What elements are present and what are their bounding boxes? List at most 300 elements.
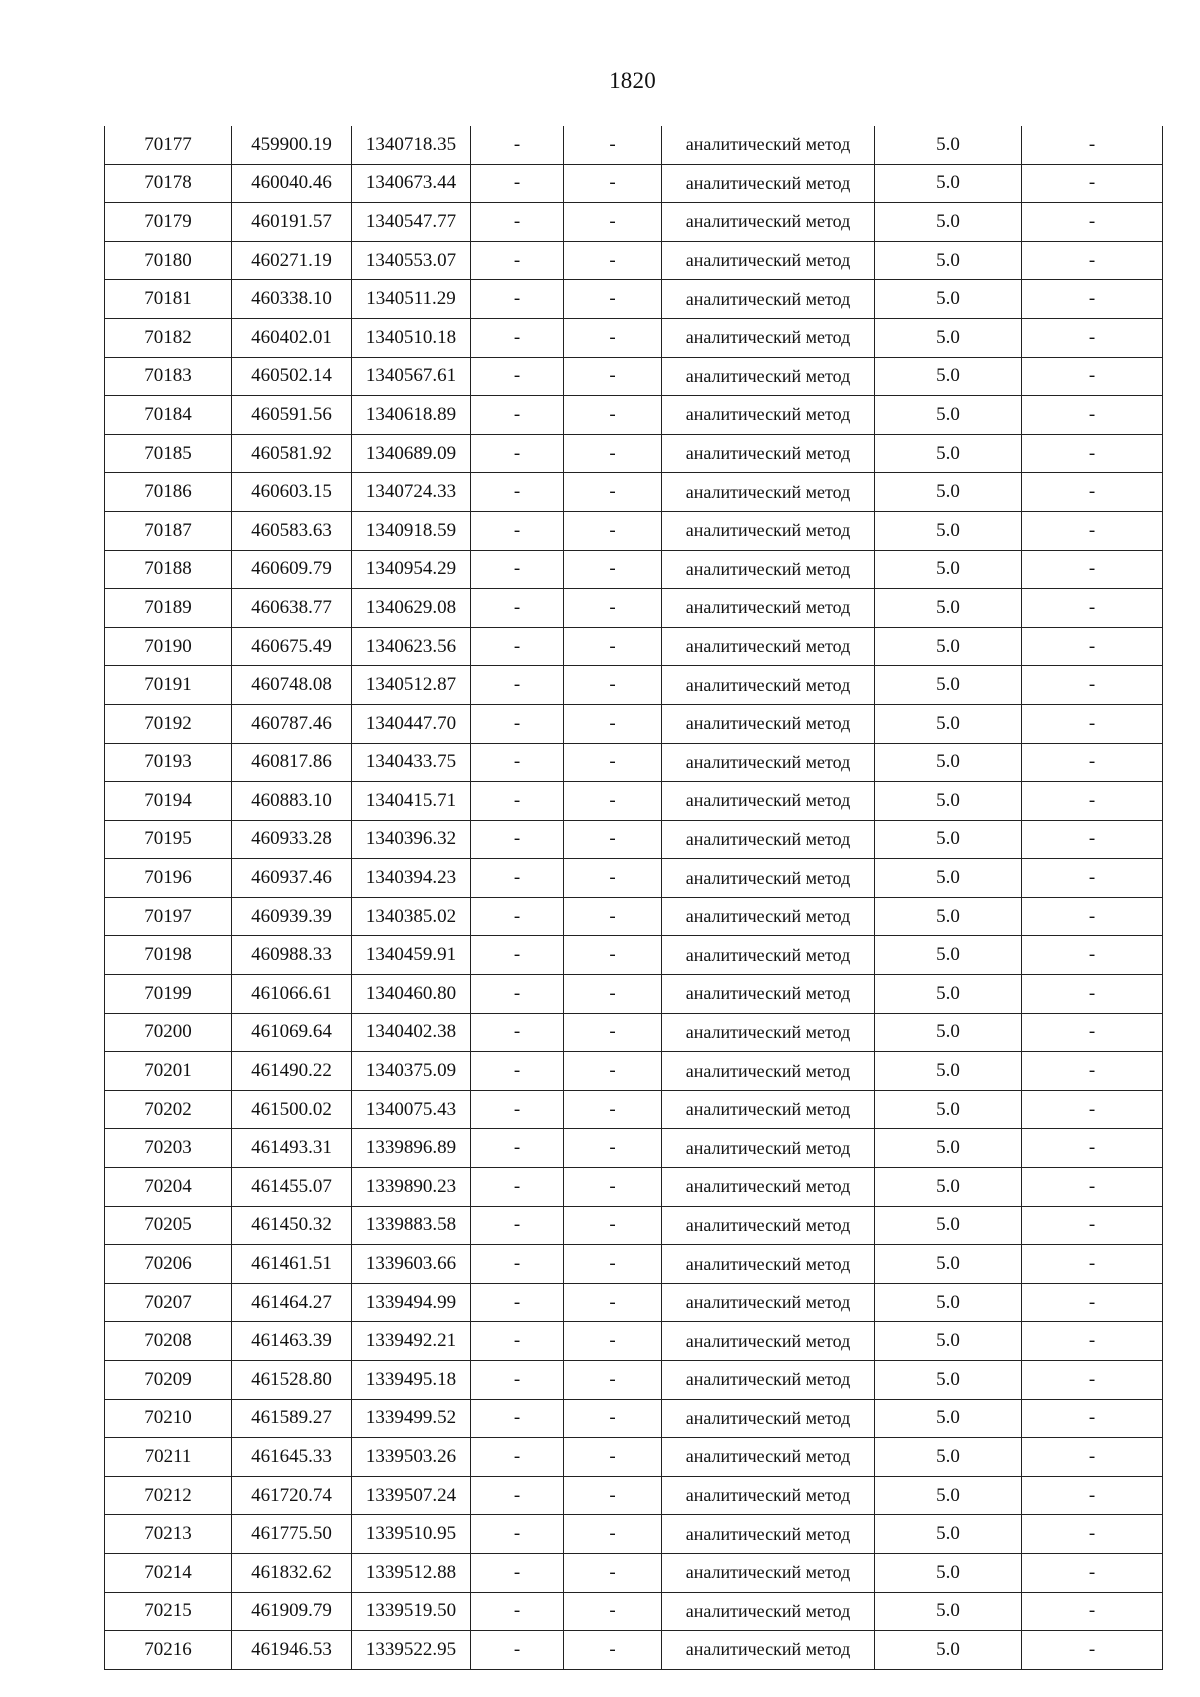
method-cell: аналитический метод xyxy=(662,1438,875,1477)
method-cell: аналитический метод xyxy=(662,820,875,859)
empty-column-8-cell: - xyxy=(1022,357,1163,396)
empty-column-4-cell: - xyxy=(471,318,564,357)
empty-column-5-cell: - xyxy=(564,936,662,975)
empty-column-5-cell: - xyxy=(564,1283,662,1322)
empty-column-5-cell: - xyxy=(564,1090,662,1129)
empty-column-8-cell: - xyxy=(1022,1631,1163,1670)
empty-column-8-cell: - xyxy=(1022,164,1163,203)
accuracy-cell: 5.0 xyxy=(875,1592,1022,1631)
point-number-cell: 70206 xyxy=(105,1245,232,1284)
empty-column-4-cell: - xyxy=(471,550,564,589)
accuracy-cell: 5.0 xyxy=(875,280,1022,319)
y-coordinate-cell: 1340375.09 xyxy=(352,1052,471,1091)
accuracy-cell: 5.0 xyxy=(875,357,1022,396)
empty-column-4-cell: - xyxy=(471,589,564,628)
y-coordinate-cell: 1340511.29 xyxy=(352,280,471,319)
x-coordinate-cell: 461455.07 xyxy=(232,1168,352,1207)
x-coordinate-cell: 461946.53 xyxy=(232,1631,352,1670)
y-coordinate-cell: 1340673.44 xyxy=(352,164,471,203)
empty-column-4-cell: - xyxy=(471,1631,564,1670)
empty-column-4-cell: - xyxy=(471,1476,564,1515)
x-coordinate-cell: 460271.19 xyxy=(232,241,352,280)
y-coordinate-cell: 1339896.89 xyxy=(352,1129,471,1168)
accuracy-cell: 5.0 xyxy=(875,126,1022,164)
empty-column-4-cell: - xyxy=(471,1129,564,1168)
empty-column-8-cell: - xyxy=(1022,859,1163,898)
x-coordinate-cell: 460583.63 xyxy=(232,511,352,550)
empty-column-8-cell: - xyxy=(1022,627,1163,666)
empty-column-4-cell: - xyxy=(471,859,564,898)
table-row xyxy=(105,126,1163,164)
point-number-cell: 70192 xyxy=(105,704,232,743)
method-cell: аналитический метод xyxy=(662,1090,875,1129)
table-row xyxy=(105,1283,1163,1322)
method-cell: аналитический метод xyxy=(662,1515,875,1554)
table-row xyxy=(105,434,1163,473)
table-row xyxy=(105,1399,1163,1438)
y-coordinate-cell: 1339510.95 xyxy=(352,1515,471,1554)
accuracy-cell: 5.0 xyxy=(875,1283,1022,1322)
point-number-cell: 70193 xyxy=(105,743,232,782)
table-row xyxy=(105,1361,1163,1400)
table-row xyxy=(105,859,1163,898)
method-cell: аналитический метод xyxy=(662,704,875,743)
accuracy-cell: 5.0 xyxy=(875,1013,1022,1052)
x-coordinate-cell: 461490.22 xyxy=(232,1052,352,1091)
x-coordinate-cell: 460638.77 xyxy=(232,589,352,628)
empty-column-8-cell: - xyxy=(1022,396,1163,435)
table-row xyxy=(105,936,1163,975)
table-row xyxy=(105,1090,1163,1129)
y-coordinate-cell: 1339512.88 xyxy=(352,1553,471,1592)
empty-column-5-cell: - xyxy=(564,241,662,280)
method-cell: аналитический метод xyxy=(662,1592,875,1631)
method-cell: аналитический метод xyxy=(662,1206,875,1245)
empty-column-8-cell: - xyxy=(1022,1283,1163,1322)
y-coordinate-cell: 1340510.18 xyxy=(352,318,471,357)
method-cell: аналитический метод xyxy=(662,550,875,589)
empty-column-5-cell: - xyxy=(564,511,662,550)
empty-column-5-cell: - xyxy=(564,1245,662,1284)
y-coordinate-cell: 1340629.08 xyxy=(352,589,471,628)
y-coordinate-cell: 1339499.52 xyxy=(352,1399,471,1438)
empty-column-8-cell: - xyxy=(1022,704,1163,743)
point-number-cell: 70200 xyxy=(105,1013,232,1052)
accuracy-cell: 5.0 xyxy=(875,1631,1022,1670)
point-number-cell: 70188 xyxy=(105,550,232,589)
x-coordinate-cell: 461528.80 xyxy=(232,1361,352,1400)
y-coordinate-cell: 1340415.71 xyxy=(352,782,471,821)
accuracy-cell: 5.0 xyxy=(875,1476,1022,1515)
method-cell: аналитический метод xyxy=(662,1399,875,1438)
accuracy-cell: 5.0 xyxy=(875,1168,1022,1207)
x-coordinate-cell: 460787.46 xyxy=(232,704,352,743)
accuracy-cell: 5.0 xyxy=(875,627,1022,666)
method-cell: аналитический метод xyxy=(662,280,875,319)
empty-column-8-cell: - xyxy=(1022,1553,1163,1592)
point-number-cell: 70195 xyxy=(105,820,232,859)
x-coordinate-cell: 461066.61 xyxy=(232,975,352,1014)
accuracy-cell: 5.0 xyxy=(875,1515,1022,1554)
method-cell: аналитический метод xyxy=(662,126,875,164)
empty-column-4-cell: - xyxy=(471,473,564,512)
empty-column-8-cell: - xyxy=(1022,473,1163,512)
x-coordinate-cell: 460883.10 xyxy=(232,782,352,821)
table-row xyxy=(105,1052,1163,1091)
point-number-cell: 70185 xyxy=(105,434,232,473)
empty-column-5-cell: - xyxy=(564,473,662,512)
accuracy-cell: 5.0 xyxy=(875,1438,1022,1477)
empty-column-8-cell: - xyxy=(1022,1361,1163,1400)
accuracy-cell: 5.0 xyxy=(875,1206,1022,1245)
empty-column-4-cell: - xyxy=(471,820,564,859)
y-coordinate-cell: 1340689.09 xyxy=(352,434,471,473)
accuracy-cell: 5.0 xyxy=(875,164,1022,203)
table-row xyxy=(105,1631,1163,1670)
empty-column-8-cell: - xyxy=(1022,1399,1163,1438)
method-cell: аналитический метод xyxy=(662,434,875,473)
empty-column-5-cell: - xyxy=(564,1399,662,1438)
empty-column-5-cell: - xyxy=(564,1438,662,1477)
empty-column-5-cell: - xyxy=(564,396,662,435)
y-coordinate-cell: 1339492.21 xyxy=(352,1322,471,1361)
accuracy-cell: 5.0 xyxy=(875,473,1022,512)
empty-column-4-cell: - xyxy=(471,1399,564,1438)
empty-column-8-cell: - xyxy=(1022,241,1163,280)
accuracy-cell: 5.0 xyxy=(875,1129,1022,1168)
empty-column-5-cell: - xyxy=(564,1592,662,1631)
empty-column-5-cell: - xyxy=(564,859,662,898)
x-coordinate-cell: 461463.39 xyxy=(232,1322,352,1361)
empty-column-4-cell: - xyxy=(471,1245,564,1284)
empty-column-4-cell: - xyxy=(471,1206,564,1245)
empty-column-8-cell: - xyxy=(1022,1245,1163,1284)
point-number-cell: 70211 xyxy=(105,1438,232,1477)
empty-column-8-cell: - xyxy=(1022,1013,1163,1052)
method-cell: аналитический метод xyxy=(662,1631,875,1670)
table-row xyxy=(105,1476,1163,1515)
accuracy-cell: 5.0 xyxy=(875,396,1022,435)
accuracy-cell: 5.0 xyxy=(875,666,1022,705)
empty-column-4-cell: - xyxy=(471,357,564,396)
empty-column-5-cell: - xyxy=(564,975,662,1014)
y-coordinate-cell: 1339883.58 xyxy=(352,1206,471,1245)
method-cell: аналитический метод xyxy=(662,241,875,280)
method-cell: аналитический метод xyxy=(662,589,875,628)
table-row xyxy=(105,1245,1163,1284)
x-coordinate-cell: 461461.51 xyxy=(232,1245,352,1284)
empty-column-8-cell: - xyxy=(1022,1206,1163,1245)
table-row xyxy=(105,1553,1163,1592)
point-number-cell: 70191 xyxy=(105,666,232,705)
y-coordinate-cell: 1340075.43 xyxy=(352,1090,471,1129)
x-coordinate-cell: 460675.49 xyxy=(232,627,352,666)
table-row xyxy=(105,704,1163,743)
point-number-cell: 70182 xyxy=(105,318,232,357)
empty-column-5-cell: - xyxy=(564,782,662,821)
empty-column-4-cell: - xyxy=(471,280,564,319)
table-row xyxy=(105,1322,1163,1361)
empty-column-5-cell: - xyxy=(564,743,662,782)
point-number-cell: 70216 xyxy=(105,1631,232,1670)
y-coordinate-cell: 1340433.75 xyxy=(352,743,471,782)
table-row xyxy=(105,1592,1163,1631)
empty-column-4-cell: - xyxy=(471,1592,564,1631)
table-body xyxy=(105,126,1163,1669)
y-coordinate-cell: 1340718.35 xyxy=(352,126,471,164)
table-row xyxy=(105,203,1163,242)
y-coordinate-cell: 1340459.91 xyxy=(352,936,471,975)
empty-column-8-cell: - xyxy=(1022,1322,1163,1361)
accuracy-cell: 5.0 xyxy=(875,1090,1022,1129)
point-number-cell: 70215 xyxy=(105,1592,232,1631)
accuracy-cell: 5.0 xyxy=(875,318,1022,357)
point-number-cell: 70203 xyxy=(105,1129,232,1168)
empty-column-8-cell: - xyxy=(1022,1592,1163,1631)
point-number-cell: 70201 xyxy=(105,1052,232,1091)
accuracy-cell: 5.0 xyxy=(875,936,1022,975)
accuracy-cell: 5.0 xyxy=(875,1322,1022,1361)
point-number-cell: 70180 xyxy=(105,241,232,280)
accuracy-cell: 5.0 xyxy=(875,743,1022,782)
point-number-cell: 70179 xyxy=(105,203,232,242)
x-coordinate-cell: 460581.92 xyxy=(232,434,352,473)
table-row xyxy=(105,782,1163,821)
point-number-cell: 70197 xyxy=(105,897,232,936)
x-coordinate-cell: 461645.33 xyxy=(232,1438,352,1477)
x-coordinate-cell: 460609.79 xyxy=(232,550,352,589)
empty-column-8-cell: - xyxy=(1022,820,1163,859)
x-coordinate-cell: 460502.14 xyxy=(232,357,352,396)
method-cell: аналитический метод xyxy=(662,627,875,666)
empty-column-5-cell: - xyxy=(564,1206,662,1245)
accuracy-cell: 5.0 xyxy=(875,203,1022,242)
y-coordinate-cell: 1340954.29 xyxy=(352,550,471,589)
y-coordinate-cell: 1340394.23 xyxy=(352,859,471,898)
empty-column-4-cell: - xyxy=(471,396,564,435)
empty-column-8-cell: - xyxy=(1022,743,1163,782)
empty-column-4-cell: - xyxy=(471,1283,564,1322)
empty-column-5-cell: - xyxy=(564,164,662,203)
y-coordinate-cell: 1340724.33 xyxy=(352,473,471,512)
empty-column-8-cell: - xyxy=(1022,666,1163,705)
coordinates-table xyxy=(104,126,1163,1670)
table-row xyxy=(105,241,1163,280)
empty-column-4-cell: - xyxy=(471,666,564,705)
empty-column-4-cell: - xyxy=(471,1361,564,1400)
y-coordinate-cell: 1340460.80 xyxy=(352,975,471,1014)
empty-column-5-cell: - xyxy=(564,1476,662,1515)
x-coordinate-cell: 461493.31 xyxy=(232,1129,352,1168)
accuracy-cell: 5.0 xyxy=(875,782,1022,821)
empty-column-8-cell: - xyxy=(1022,975,1163,1014)
empty-column-5-cell: - xyxy=(564,1631,662,1670)
y-coordinate-cell: 1340385.02 xyxy=(352,897,471,936)
y-coordinate-cell: 1340618.89 xyxy=(352,396,471,435)
y-coordinate-cell: 1339890.23 xyxy=(352,1168,471,1207)
table-row xyxy=(105,511,1163,550)
point-number-cell: 70208 xyxy=(105,1322,232,1361)
empty-column-4-cell: - xyxy=(471,704,564,743)
empty-column-4-cell: - xyxy=(471,627,564,666)
x-coordinate-cell: 460817.86 xyxy=(232,743,352,782)
empty-column-4-cell: - xyxy=(471,975,564,1014)
empty-column-8-cell: - xyxy=(1022,589,1163,628)
accuracy-cell: 5.0 xyxy=(875,1553,1022,1592)
point-number-cell: 70205 xyxy=(105,1206,232,1245)
y-coordinate-cell: 1340512.87 xyxy=(352,666,471,705)
table-row xyxy=(105,743,1163,782)
point-number-cell: 70207 xyxy=(105,1283,232,1322)
empty-column-4-cell: - xyxy=(471,936,564,975)
method-cell: аналитический метод xyxy=(662,975,875,1014)
empty-column-5-cell: - xyxy=(564,1052,662,1091)
method-cell: аналитический метод xyxy=(662,164,875,203)
y-coordinate-cell: 1339503.26 xyxy=(352,1438,471,1477)
method-cell: аналитический метод xyxy=(662,473,875,512)
empty-column-8-cell: - xyxy=(1022,1090,1163,1129)
y-coordinate-cell: 1339494.99 xyxy=(352,1283,471,1322)
empty-column-4-cell: - xyxy=(471,126,564,164)
accuracy-cell: 5.0 xyxy=(875,1245,1022,1284)
y-coordinate-cell: 1340402.38 xyxy=(352,1013,471,1052)
method-cell: аналитический метод xyxy=(662,743,875,782)
point-number-cell: 70194 xyxy=(105,782,232,821)
y-coordinate-cell: 1340547.77 xyxy=(352,203,471,242)
method-cell: аналитический метод xyxy=(662,1322,875,1361)
point-number-cell: 70212 xyxy=(105,1476,232,1515)
table-row xyxy=(105,164,1163,203)
empty-column-5-cell: - xyxy=(564,550,662,589)
accuracy-cell: 5.0 xyxy=(875,859,1022,898)
empty-column-5-cell: - xyxy=(564,589,662,628)
empty-column-5-cell: - xyxy=(564,126,662,164)
empty-column-4-cell: - xyxy=(471,164,564,203)
point-number-cell: 70184 xyxy=(105,396,232,435)
y-coordinate-cell: 1340553.07 xyxy=(352,241,471,280)
empty-column-4-cell: - xyxy=(471,1168,564,1207)
x-coordinate-cell: 461775.50 xyxy=(232,1515,352,1554)
y-coordinate-cell: 1339603.66 xyxy=(352,1245,471,1284)
method-cell: аналитический метод xyxy=(662,859,875,898)
x-coordinate-cell: 460748.08 xyxy=(232,666,352,705)
method-cell: аналитический метод xyxy=(662,203,875,242)
empty-column-8-cell: - xyxy=(1022,318,1163,357)
method-cell: аналитический метод xyxy=(662,1129,875,1168)
table-row xyxy=(105,1438,1163,1477)
accuracy-cell: 5.0 xyxy=(875,897,1022,936)
table-row xyxy=(105,318,1163,357)
point-number-cell: 70177 xyxy=(105,126,232,164)
point-number-cell: 70204 xyxy=(105,1168,232,1207)
empty-column-5-cell: - xyxy=(564,1168,662,1207)
table-row xyxy=(105,550,1163,589)
method-cell: аналитический метод xyxy=(662,396,875,435)
empty-column-5-cell: - xyxy=(564,1322,662,1361)
empty-column-5-cell: - xyxy=(564,1013,662,1052)
table-row xyxy=(105,1013,1163,1052)
x-coordinate-cell: 460191.57 xyxy=(232,203,352,242)
empty-column-8-cell: - xyxy=(1022,1052,1163,1091)
empty-column-5-cell: - xyxy=(564,820,662,859)
empty-column-5-cell: - xyxy=(564,280,662,319)
x-coordinate-cell: 460603.15 xyxy=(232,473,352,512)
empty-column-5-cell: - xyxy=(564,318,662,357)
table-row xyxy=(105,357,1163,396)
x-coordinate-cell: 461450.32 xyxy=(232,1206,352,1245)
table-row xyxy=(105,280,1163,319)
empty-column-4-cell: - xyxy=(471,897,564,936)
empty-column-5-cell: - xyxy=(564,1515,662,1554)
point-number-cell: 70183 xyxy=(105,357,232,396)
y-coordinate-cell: 1339507.24 xyxy=(352,1476,471,1515)
y-coordinate-cell: 1340918.59 xyxy=(352,511,471,550)
y-coordinate-cell: 1340567.61 xyxy=(352,357,471,396)
empty-column-4-cell: - xyxy=(471,1553,564,1592)
empty-column-8-cell: - xyxy=(1022,936,1163,975)
point-number-cell: 70198 xyxy=(105,936,232,975)
table-row xyxy=(105,627,1163,666)
point-number-cell: 70199 xyxy=(105,975,232,1014)
accuracy-cell: 5.0 xyxy=(875,1052,1022,1091)
empty-column-4-cell: - xyxy=(471,782,564,821)
point-number-cell: 70213 xyxy=(105,1515,232,1554)
accuracy-cell: 5.0 xyxy=(875,434,1022,473)
empty-column-4-cell: - xyxy=(471,241,564,280)
empty-column-8-cell: - xyxy=(1022,897,1163,936)
table-row xyxy=(105,396,1163,435)
method-cell: аналитический метод xyxy=(662,511,875,550)
empty-column-5-cell: - xyxy=(564,1361,662,1400)
method-cell: аналитический метод xyxy=(662,1052,875,1091)
x-coordinate-cell: 459900.19 xyxy=(232,126,352,164)
empty-column-4-cell: - xyxy=(471,1438,564,1477)
y-coordinate-cell: 1340623.56 xyxy=(352,627,471,666)
point-number-cell: 70178 xyxy=(105,164,232,203)
empty-column-4-cell: - xyxy=(471,1322,564,1361)
y-coordinate-cell: 1339519.50 xyxy=(352,1592,471,1631)
x-coordinate-cell: 461464.27 xyxy=(232,1283,352,1322)
point-number-cell: 70202 xyxy=(105,1090,232,1129)
x-coordinate-cell: 461589.27 xyxy=(232,1399,352,1438)
empty-column-4-cell: - xyxy=(471,743,564,782)
table-row xyxy=(105,1168,1163,1207)
empty-column-8-cell: - xyxy=(1022,1476,1163,1515)
table-row xyxy=(105,473,1163,512)
empty-column-8-cell: - xyxy=(1022,782,1163,821)
accuracy-cell: 5.0 xyxy=(875,1361,1022,1400)
method-cell: аналитический метод xyxy=(662,1553,875,1592)
empty-column-5-cell: - xyxy=(564,1129,662,1168)
accuracy-cell: 5.0 xyxy=(875,241,1022,280)
accuracy-cell: 5.0 xyxy=(875,550,1022,589)
empty-column-5-cell: - xyxy=(564,1553,662,1592)
method-cell: аналитический метод xyxy=(662,1283,875,1322)
point-number-cell: 70190 xyxy=(105,627,232,666)
method-cell: аналитический метод xyxy=(662,357,875,396)
empty-column-8-cell: - xyxy=(1022,1168,1163,1207)
point-number-cell: 70214 xyxy=(105,1553,232,1592)
empty-column-8-cell: - xyxy=(1022,1438,1163,1477)
table-row xyxy=(105,1206,1163,1245)
empty-column-4-cell: - xyxy=(471,203,564,242)
x-coordinate-cell: 460937.46 xyxy=(232,859,352,898)
empty-column-8-cell: - xyxy=(1022,203,1163,242)
accuracy-cell: 5.0 xyxy=(875,975,1022,1014)
empty-column-5-cell: - xyxy=(564,434,662,473)
method-cell: аналитический метод xyxy=(662,1476,875,1515)
empty-column-5-cell: - xyxy=(564,627,662,666)
